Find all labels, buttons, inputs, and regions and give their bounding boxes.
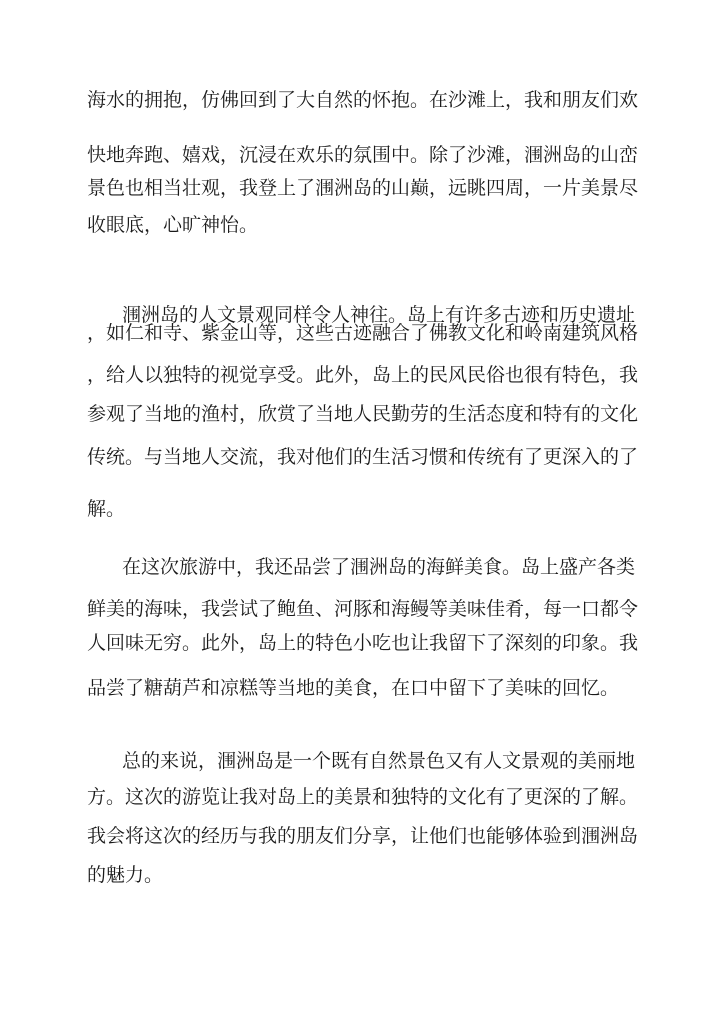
paragraph-4-line-4: 的魅力。 [87,864,164,886]
paragraph-1-line-4: 收眼底，心旷神怡。 [87,214,259,236]
paragraph-3-line-1: 在这次旅游中，我还品尝了涠洲岛的海鲜美食。岛上盛产各类 [122,556,636,578]
paragraph-3-line-3: 人回味无穷。此外，岛上的特色小吃也让我留下了深刻的印象。我 [87,632,639,654]
paragraph-2-line-4: 参观了当地的渔村，欣赏了当地人民勤劳的生活态度和特有的文化 [87,403,639,425]
paragraph-1-line-1: 海水的拥抱，仿佛回到了大自然的怀抱。在沙滩上，我和朋友们欢 [87,89,639,111]
paragraph-2-line-1: 涠洲岛的人文景观同样令人神往。岛上有许多古迹和历史遗址 [122,304,636,326]
paragraph-4-line-1: 总的来说，涠洲岛是一个既有自然景色又有人文景观的美丽地 [122,750,636,772]
paragraph-2-line-2: ，如仁和寺、紫金山等，这些古迹融合了佛教文化和岭南建筑风格 [87,322,639,344]
paragraph-3-line-4: 品尝了糖葫芦和凉糕等当地的美食，在口中留下了美味的回忆。 [87,677,620,699]
paragraph-1-line-2: 快地奔跑、嬉戏，沉浸在欢乐的氛围中。除了沙滩，涠洲岛的山峦 [87,144,639,166]
paragraph-2-line-5: 传统。与当地人交流，我对他们的生活习惯和传统有了更深入的了 [87,446,639,468]
paragraph-4-line-3: 我会将这次的经历与我的朋友们分享，让他们也能够体验到涠洲岛 [87,825,639,847]
paragraph-2-line-3: ，给人以独特的视觉享受。此外，岛上的民风民俗也很有特色，我 [87,364,639,386]
paragraph-3-line-2: 鲜美的海味，我尝试了鲍鱼、河豚和海鳗等美味佳肴，每一口都令 [87,598,639,620]
paragraph-1-line-3: 景色也相当壮观，我登上了涠洲岛的山巅，远眺四周，一片美景尽 [87,177,639,199]
paragraph-2-line-6: 解。 [87,498,126,520]
paragraph-4-line-2: 方。这次的游览让我对岛上的美景和独特的文化有了更深的了解。 [87,786,639,808]
